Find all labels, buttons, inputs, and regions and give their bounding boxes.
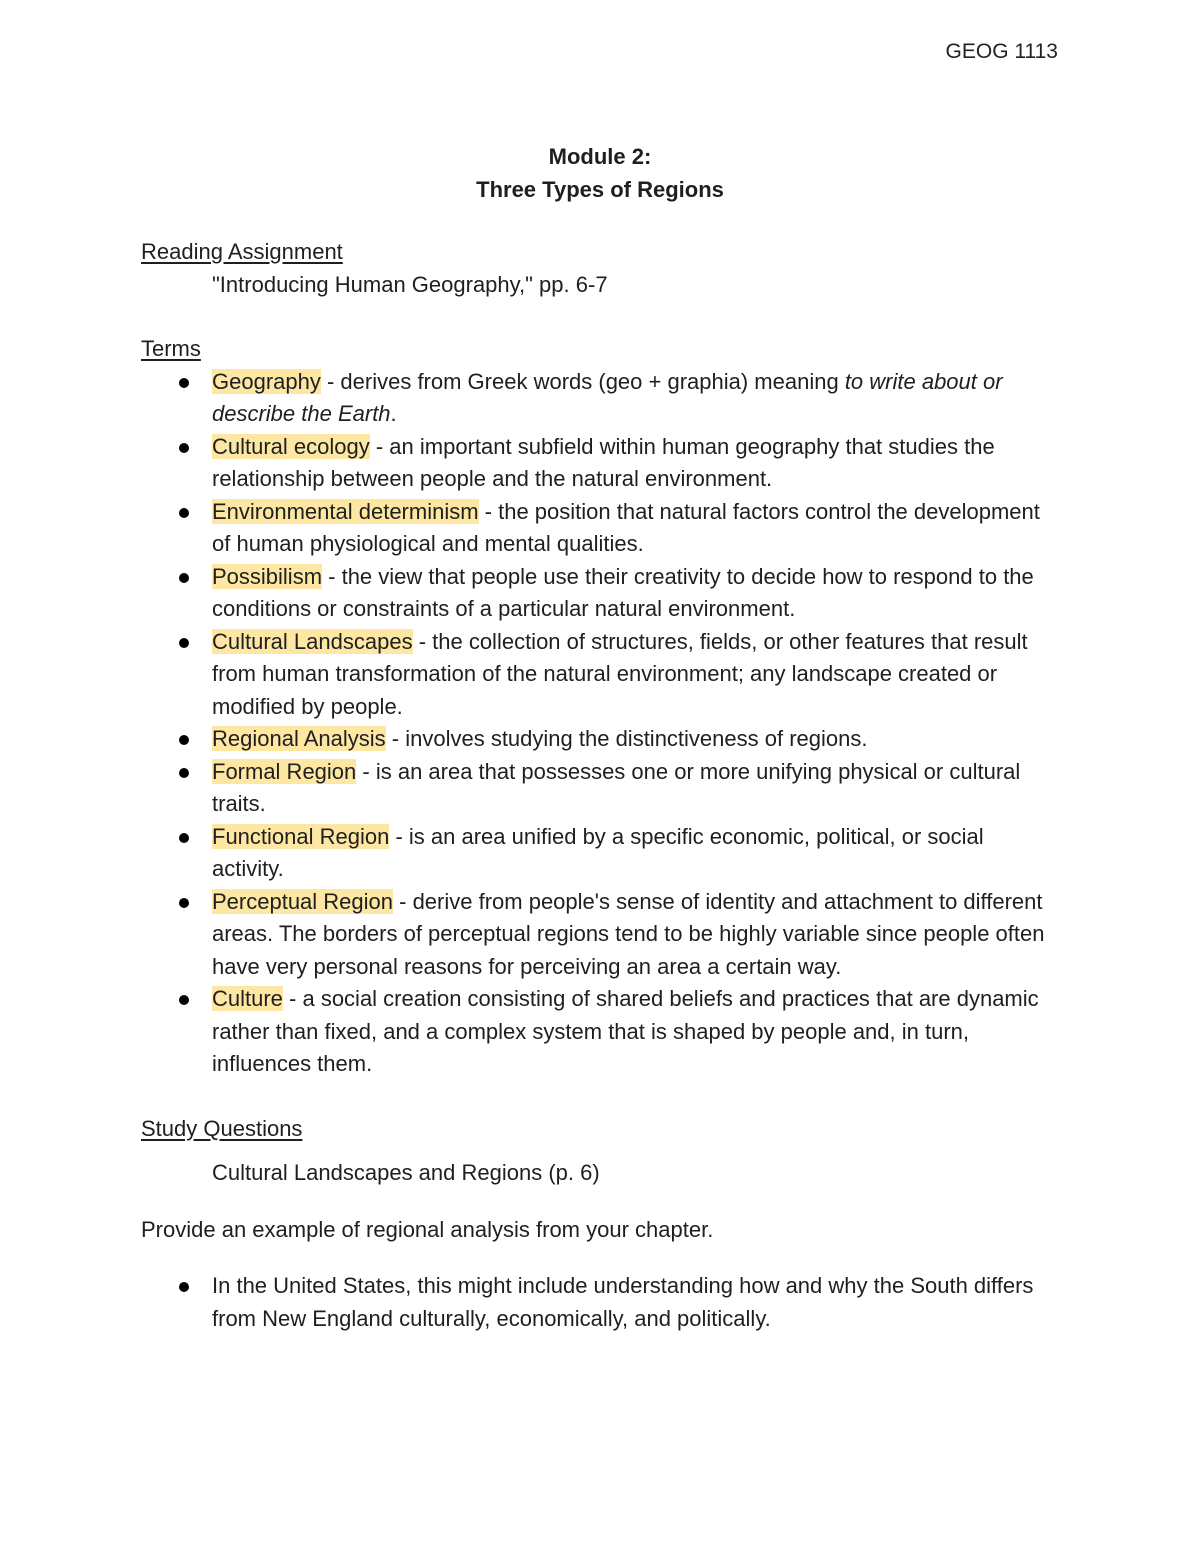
term-label: Regional Analysis bbox=[212, 726, 386, 751]
term-definition: - derive from people's sense of identity and attachment to different areas. The borders of perceptual regions tend to be highly variable since people often have very personal reasons for perceiving an area a certain way. bbox=[212, 888, 1045, 979]
term-item bbox=[141, 431, 1061, 496]
bullet-icon bbox=[179, 735, 189, 745]
title-line-1: Module 2: bbox=[548, 144, 652, 169]
term-item bbox=[141, 723, 1061, 756]
term-item bbox=[141, 366, 1061, 431]
term-label: Formal Region bbox=[212, 758, 357, 784]
term-label: Environmental determinism bbox=[212, 498, 479, 524]
term-label: Cultural ecology bbox=[212, 433, 370, 459]
answers-list bbox=[141, 1270, 1061, 1335]
document-title bbox=[0, 140, 1200, 206]
term-item bbox=[141, 496, 1061, 561]
bullet-icon bbox=[179, 573, 189, 583]
term-definition-italic: to write about or describe the Earth bbox=[212, 368, 1003, 426]
term-definition: - is an area unified by a specific economic, political, or social activity. bbox=[212, 823, 984, 881]
study-heading: Study Questions bbox=[141, 1115, 303, 1141]
bullet-icon bbox=[179, 638, 189, 648]
term-item bbox=[141, 561, 1061, 626]
term-label: Cultural Landscapes bbox=[212, 628, 413, 654]
title-line-2: Three Types of Regions bbox=[476, 177, 724, 202]
bullet-icon bbox=[179, 995, 189, 1005]
bullet-icon bbox=[179, 1282, 189, 1292]
term-definition-tail: . bbox=[390, 401, 397, 426]
term-definition: - the position that natural factors control the development of human physiological and mental qualities. bbox=[212, 498, 1040, 556]
bullet-icon bbox=[179, 508, 189, 518]
reading-text: "Introducing Human Geography," pp. 6-7 bbox=[212, 271, 608, 297]
term-definition: - a social creation consisting of shared beliefs and practices that are dynamic rather than fixed, and a complex system that is shaped by people and, in turn, influences them. bbox=[212, 986, 1039, 1076]
reading-heading: Reading Assignment bbox=[141, 239, 343, 264]
term-definition: - derives from Greek words (geo + graphia) meaning bbox=[320, 368, 845, 394]
study-subheading: Cultural Landscapes and Regions (p. 6) bbox=[212, 1160, 600, 1185]
term-label: Geography bbox=[212, 368, 321, 394]
term-label: Perceptual Region bbox=[212, 888, 394, 914]
document-body bbox=[141, 236, 1061, 1335]
term-definition: - the collection of structures, fields, or other features that result from human transformation of the natural environment; any landscape created or modified by people. bbox=[212, 628, 1028, 719]
bullet-icon bbox=[179, 378, 189, 388]
bullet-icon bbox=[179, 443, 189, 453]
term-definition: - is an area that possesses one or more unifying physical or cultural traits. bbox=[212, 758, 1021, 816]
term-item bbox=[141, 821, 1061, 886]
bullet-icon bbox=[179, 833, 189, 843]
term-item bbox=[141, 983, 1061, 1081]
term-definition: - the view that people use their creativity to decide how to respond to the conditions or constraints of a particular natural environment. bbox=[212, 563, 1034, 621]
term-item bbox=[141, 626, 1061, 724]
bullet-icon bbox=[179, 768, 189, 778]
bullet-icon bbox=[179, 898, 189, 908]
term-definition: - involves studying the distinctiveness of regions. bbox=[385, 726, 868, 751]
study-question: Provide an example of regional analysis from your chapter. bbox=[141, 1216, 714, 1242]
answer-item bbox=[141, 1270, 1061, 1335]
term-label: Culture bbox=[212, 986, 283, 1011]
course-code: GEOG 1113 bbox=[945, 40, 1058, 63]
term-label: Possibilism bbox=[212, 563, 323, 589]
terms-list bbox=[141, 366, 1061, 1081]
term-item bbox=[141, 886, 1061, 984]
term-item bbox=[141, 756, 1061, 821]
answer-text: In the United States, this might include understanding how and why the South differs from New England culturally, economically, and politically. bbox=[212, 1273, 1034, 1331]
terms-heading: Terms bbox=[141, 336, 201, 361]
term-label: Functional Region bbox=[212, 823, 390, 849]
term-definition: - an important subfield within human geography that studies the relationship between people and the natural environment. bbox=[212, 433, 995, 491]
